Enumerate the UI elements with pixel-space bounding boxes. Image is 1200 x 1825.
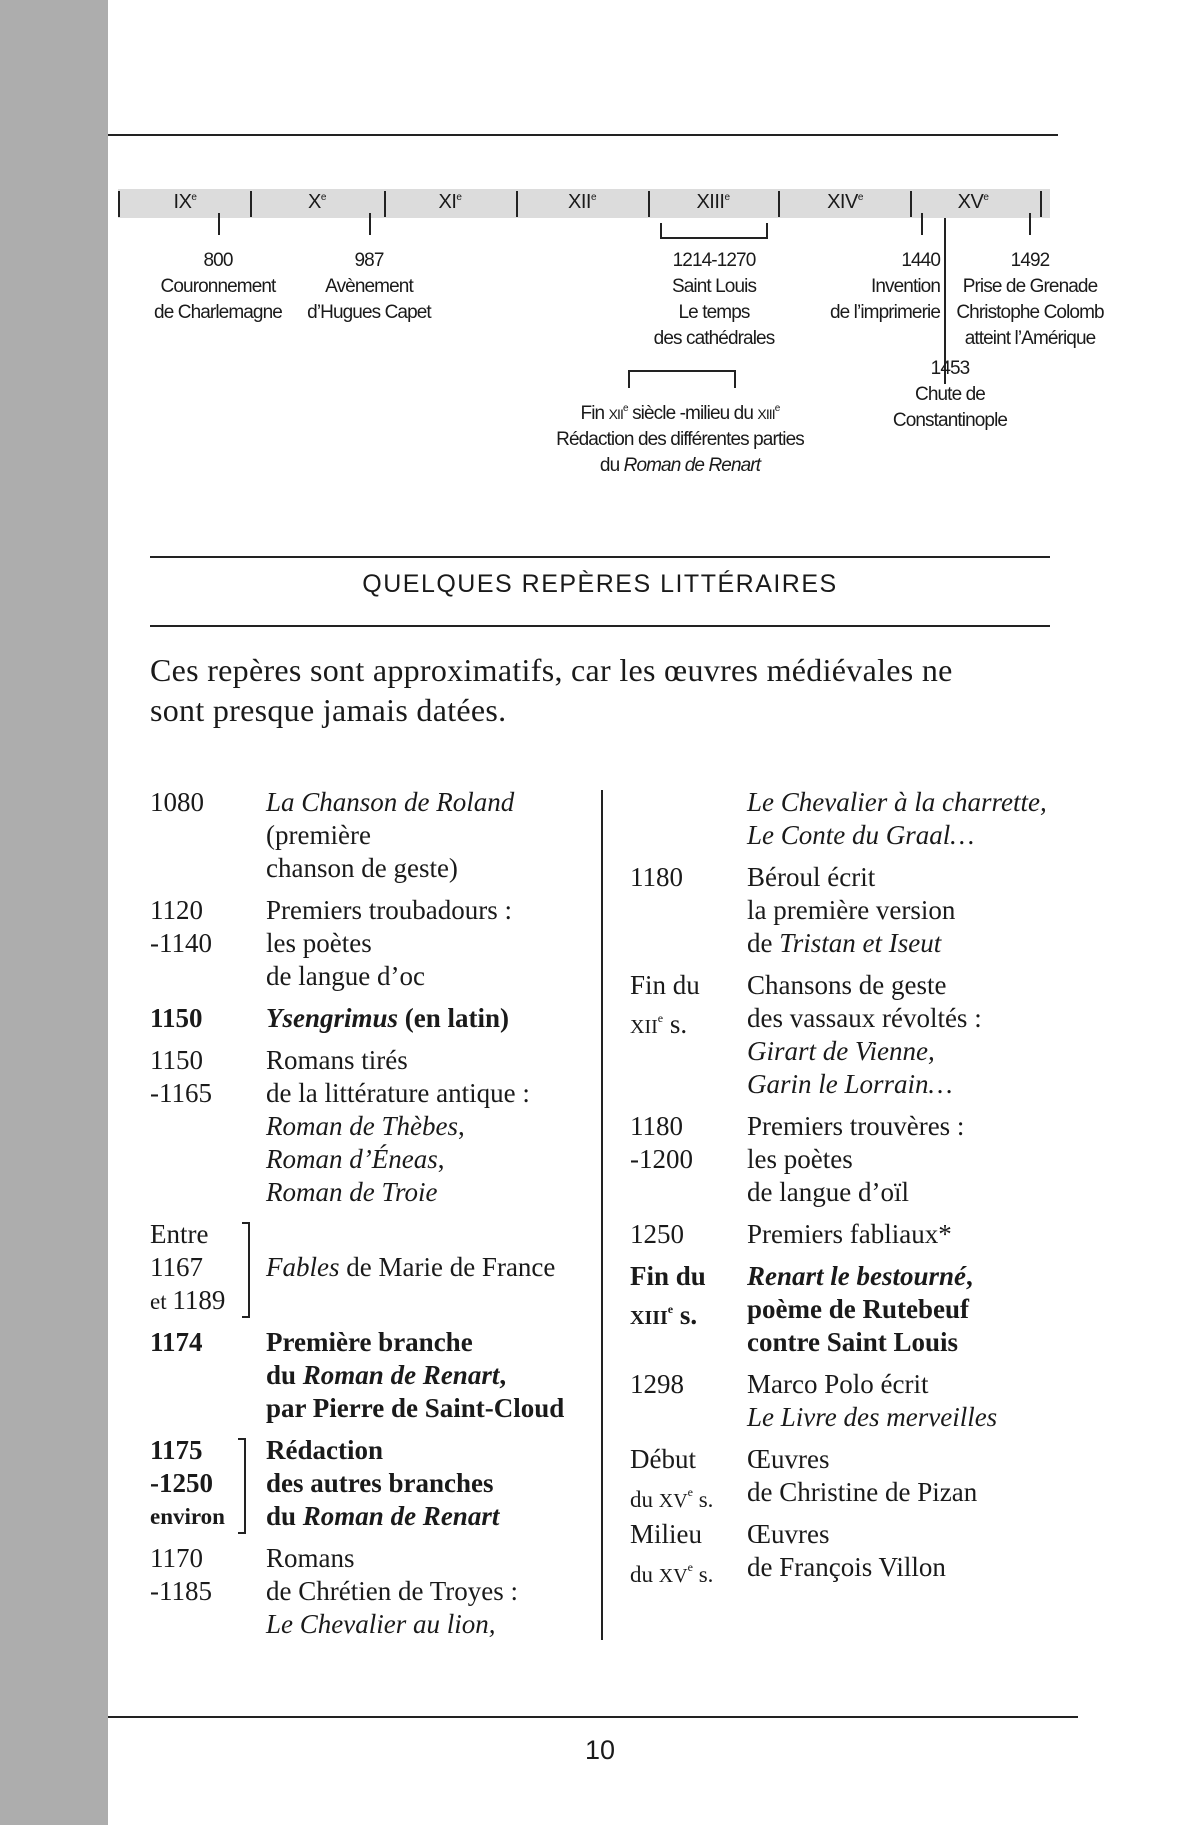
entry-1298: 1298 Marco Polo écrit Le Livre des merveilles bbox=[630, 1369, 998, 1432]
entry-1175-1250: 1175 -1250 environ Rédaction des autres branches du Roman de Renart bbox=[150, 1434, 590, 1533]
column-separator bbox=[601, 790, 603, 1640]
entry-milieu-xv: Milieu du XVe s. Œuvres de François Villon bbox=[630, 1519, 946, 1587]
event-1214-1270: 1214-1270 Saint Louis Le temps des cathédrales bbox=[653, 250, 775, 349]
entry-1080: 1080 La Chanson de Roland (première chanson de geste) bbox=[150, 787, 515, 883]
renart-range-bracket bbox=[628, 370, 736, 388]
entry-1170-1185: 1170 -1185 Romans de Chrétien de Troyes : Le Chevalier au lion, bbox=[150, 1543, 518, 1639]
century-label: XIIe bbox=[567, 191, 596, 213]
page-margin-band bbox=[0, 0, 108, 1825]
century-label: XVe bbox=[957, 191, 989, 213]
page-number: 10 bbox=[584, 1735, 616, 1765]
section-heading: QUELQUES REPÈRES LITTÉRAIRES bbox=[362, 570, 838, 598]
entry-1150-1165: 1150 -1165 Romans tirés de la littérature antique : Roman de Thèbes, Roman d’Éneas, Roman de Troie bbox=[150, 1045, 530, 1207]
timeline-tick bbox=[778, 191, 780, 217]
literary-right-column bbox=[630, 786, 1070, 1593]
entry-1180-1200: 1180 -1200 Premiers trouvères : les poètes de langue d’oïl bbox=[630, 1111, 965, 1207]
timeline-tick bbox=[250, 191, 252, 217]
timeline-tick bbox=[1040, 191, 1042, 217]
timeline-tick bbox=[516, 191, 518, 217]
century-label: XIVe bbox=[827, 191, 863, 213]
century-label: XIIIe bbox=[696, 191, 730, 213]
entry-debut-xv: Début du XVe s. Œuvres de Christine de Pizan bbox=[630, 1444, 978, 1512]
literary-left-column bbox=[150, 786, 590, 1650]
entry-fin-xiii: Fin du XIIIe s. Renart le bestourné, poème de Rutebeuf contre Saint Louis bbox=[630, 1261, 973, 1357]
footer-rule bbox=[108, 1716, 1078, 1718]
event-1453: 1453 Chute de Constantinople bbox=[892, 358, 1008, 431]
event-marker bbox=[921, 213, 923, 235]
entry-1250: 1250 Premiers fabliaux* bbox=[630, 1219, 952, 1249]
event-marker bbox=[218, 213, 220, 235]
event-1492: 1492 Prise de Grenade Christophe Colomb atteint l’Amérique bbox=[956, 250, 1104, 349]
century-label: IXe bbox=[173, 191, 197, 213]
entry-1120: 1120 -1140 Premiers troubadours : les poètes de langue d’oc bbox=[150, 895, 512, 991]
timeline-tick bbox=[118, 191, 120, 217]
entry-chretien-continued: Le Chevalier à la charrette, Le Conte du Graal… bbox=[747, 787, 1047, 850]
event-1440: 1440 Invention de l’imprimerie bbox=[829, 250, 940, 323]
heading-bottom-rule bbox=[150, 625, 1050, 627]
event-marker bbox=[369, 213, 371, 235]
date-bracket bbox=[242, 1222, 250, 1318]
event-range-bracket bbox=[660, 223, 768, 239]
entry-fin-xii: Fin du XIIe s. Chansons de geste des vassaux révoltés : Girart de Vienne, Garin le Lorrain… bbox=[630, 970, 982, 1099]
entry-1167-1189: Entre 1167 et 1189 Fables de Marie de France bbox=[150, 1218, 590, 1317]
entry-1150-ysengrimus: 1150 Ysengrimus (en latin) bbox=[150, 1003, 510, 1033]
timeline-tick bbox=[910, 191, 912, 217]
timeline-tick bbox=[648, 191, 650, 217]
century-label: XIe bbox=[438, 191, 462, 213]
timeline-tick bbox=[384, 191, 386, 217]
event-marker bbox=[1029, 213, 1031, 235]
event-800: 800 Couronnement de Charlemagne bbox=[154, 250, 282, 323]
entry-1174: 1174 Première branche du Roman de Renart, par Pierre de Saint-Cloud bbox=[150, 1327, 565, 1423]
event-987: 987 Avènement d’Hugues Capet bbox=[307, 250, 431, 323]
century-label: Xe bbox=[308, 191, 326, 213]
intro-paragraph: Ces repères sont approximatifs, car les œuvres médiévales ne sont presque jamais datées. bbox=[150, 652, 953, 728]
heading-top-rule bbox=[150, 556, 1050, 558]
date-bracket bbox=[238, 1438, 246, 1534]
entry-1180-beroul: 1180 Béroul écrit la première version de Tristan et Iseut bbox=[630, 862, 956, 958]
top-rule bbox=[108, 134, 1058, 136]
event-roman-de-renart: Fin XIIe siècle -milieu du XIIIe Rédaction des différentes parties du Roman de Renart bbox=[556, 403, 804, 476]
